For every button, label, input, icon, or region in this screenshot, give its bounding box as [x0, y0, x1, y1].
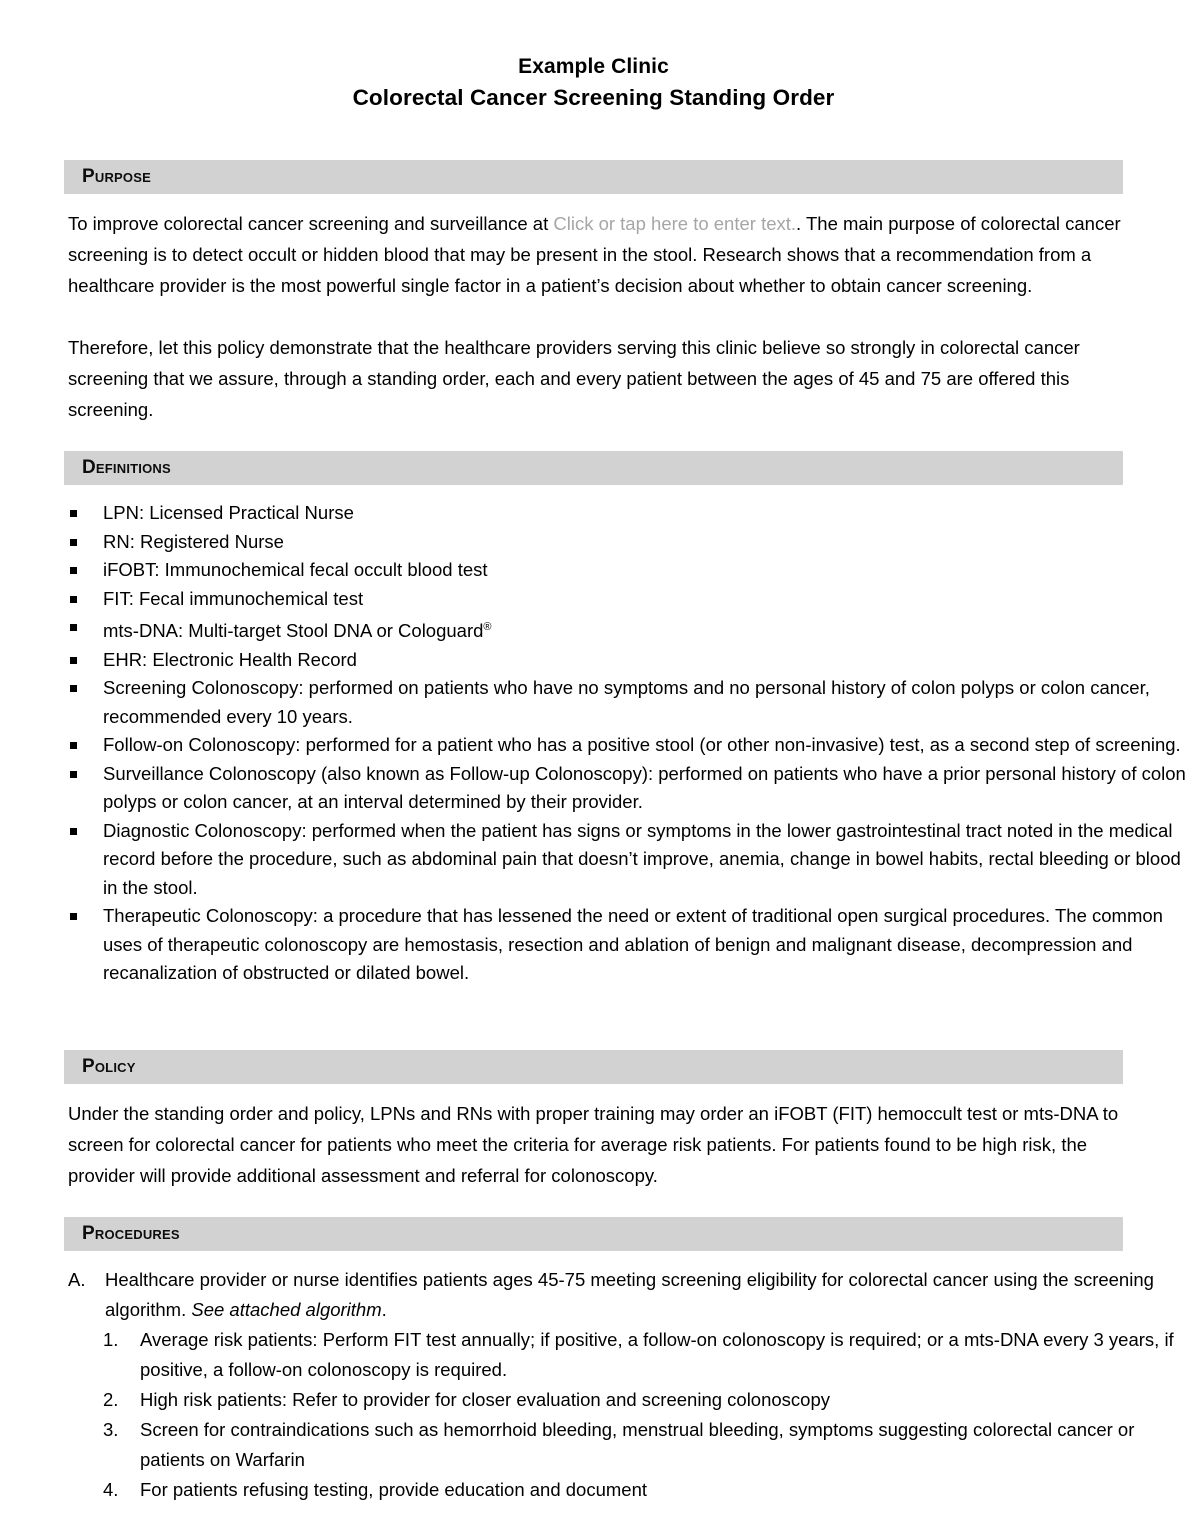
purpose-text-after-field: . The main purpose of colorectal cancer screening is to detect occult or hidden blood that may be present in the stool. Research shows that a recommendation from a healthcare provider is the most powerful single factor in a patient’s decision about whether to obtain cancer screening. — [68, 213, 1121, 296]
purpose-text-before-field: To improve colorectal cancer screening and surveillance at — [68, 213, 554, 234]
procedure-text: Healthcare provider or nurse identifies patients ages 45-75 meeting screening eligibility for colorectal cancer using the screening algorithm. — [105, 1268, 1154, 1320]
list-item — [0, 1325, 1187, 1385]
purpose-body — [68, 208, 1121, 425]
document-title-block — [0, 0, 1187, 114]
procedure-italic-note: See attached algorithm — [191, 1298, 382, 1320]
spacer — [0, 425, 1187, 451]
list-marker: 3. — [103, 1418, 119, 1440]
list-item — [0, 646, 1187, 675]
list-item — [0, 817, 1187, 903]
list-item — [0, 499, 1187, 528]
procedures-sublist — [105, 1325, 1187, 1505]
spacer — [0, 114, 1187, 160]
list-marker: A. — [68, 1268, 86, 1290]
spacer — [0, 1251, 1187, 1265]
section-header-definitions — [64, 451, 1123, 485]
section-title-purpose: Purpose — [82, 166, 151, 187]
clinic-name: Example Clinic — [518, 55, 669, 78]
list-item — [0, 731, 1187, 760]
definition-text: iFOBT: Immunochemical fecal occult blood test — [103, 559, 488, 580]
content-control-placeholder[interactable]: Click or tap here to enter text. — [553, 213, 797, 234]
definition-text: Follow-on Colonoscopy: performed for a patient who has a positive stool (or other non-invasive) test, as a second step of screening. — [103, 734, 1181, 756]
purpose-paragraph-2: Therefore, let this policy demonstrate that the healthcare providers serving this clinic believe so strongly in colorectal cancer screening that we assure, through a standing order, each and every patient between the ages of 45 and 75 are offered this screening. — [68, 337, 1080, 420]
definition-text: Surveillance Colonoscopy (also known as Follow-up Colonoscopy): performed on patients who have a prior personal history of colon polyps or colon cancer, at an interval determined by their provider. — [103, 762, 1186, 813]
list-marker: 2. — [103, 1388, 119, 1410]
spacer — [0, 485, 1187, 499]
list-item — [0, 1475, 1187, 1505]
procedure-subtext: High risk patients: Refer to provider for closer evaluation and screening colonoscopy — [140, 1388, 831, 1410]
spacer — [68, 301, 1121, 332]
purpose-paragraph-1 — [68, 208, 1121, 301]
definition-text: Screening Colonoscopy: performed on patients who have no symptoms and no personal history of colon polyps or colon cancer, recommended every 10 years. — [103, 677, 1150, 727]
list-item — [0, 902, 1187, 988]
procedure-subtext: For patients refusing testing, provide education and document — [140, 1478, 648, 1500]
list-item — [0, 1415, 1187, 1475]
spacer — [0, 194, 1187, 208]
spacer — [0, 988, 1187, 1050]
definition-text: LPN: Licensed Practical Nurse — [103, 502, 354, 523]
section-title-definitions: Definitions — [82, 457, 171, 478]
definition-text: FIT: Fecal immunochemical test — [103, 587, 364, 609]
section-title-policy: Policy — [82, 1055, 136, 1077]
spacer — [0, 1084, 1187, 1098]
list-item — [0, 674, 1187, 731]
document-title: Colorectal Cancer Screening Standing Order — [352, 85, 835, 110]
section-header-procedures — [64, 1217, 1123, 1251]
list-item — [0, 528, 1187, 557]
list-item — [0, 556, 1187, 585]
policy-paragraph-1: Under the standing order and policy, LPNs and RNs with proper training may order an iFOBT (FIT) hemoccult test or mts-DNA to screen for colorectal cancer for patients who meet the criteria for average risk patients. For patients found to be high risk, the provider will provide additional assessment and referral for colonoscopy. — [68, 1102, 1119, 1186]
section-header-purpose — [64, 160, 1123, 194]
list-item — [0, 760, 1187, 817]
procedure-subtext: Screen for contraindications such as hemorrhoid bleeding, menstrual bleeding, symptoms suggesting colorectal cancer or patients on Warfarin — [140, 1418, 1135, 1470]
procedures-list — [0, 1265, 1187, 1505]
registered-trademark-icon: ® — [483, 621, 492, 633]
list-marker: 4. — [103, 1478, 119, 1500]
procedure-subtext: Average risk patients: Perform FIT test annually; if positive, a follow-on colonoscopy is required; or a mts-DNA every 3 years, if positive, a follow-on colonoscopy is required. — [140, 1328, 1174, 1380]
list-item — [0, 1385, 1187, 1415]
list-item — [0, 1265, 1187, 1505]
definition-text: mts-DNA: Multi-target Stool DNA or Cologuard — [103, 620, 484, 642]
policy-body — [68, 1098, 1121, 1191]
section-title-procedures: Procedures — [82, 1222, 180, 1244]
definition-text: Therapeutic Colonoscopy: a procedure that has lessened the need or extent of traditional open surgical procedures. The common uses of therapeutic colonoscopy are hemostasis, resection and ablation of benign and malignant disease, decompression and recanalization of obstructed or dilated bowel. — [103, 905, 1163, 984]
definitions-list — [0, 499, 1187, 988]
spacer — [0, 1191, 1187, 1217]
procedure-text-tail: . — [381, 1298, 387, 1320]
section-header-policy — [64, 1050, 1123, 1084]
list-item — [0, 585, 1187, 614]
definition-text: RN: Registered Nurse — [103, 530, 284, 552]
list-item — [0, 613, 1187, 646]
definition-text: EHR: Electronic Health Record — [103, 648, 357, 670]
definition-text: Diagnostic Colonoscopy: performed when the patient has signs or symptoms in the lower gastrointestinal tract noted in the medical record before the procedure, such as abdominal pain that doesn’t improve, anemia, change in bowel habits, rectal bleeding or blood in the stool. — [103, 819, 1181, 898]
list-marker: 1. — [103, 1328, 119, 1350]
